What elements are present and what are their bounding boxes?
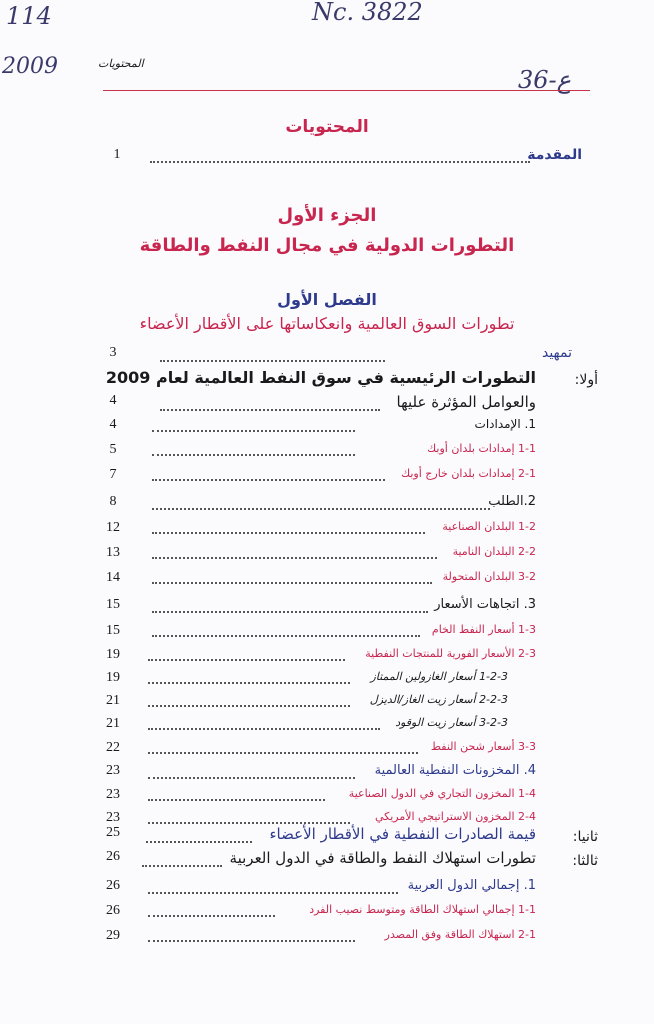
toc-entry-label: 2-2-3 أسعار زيت الغاز/الديزل bbox=[369, 693, 508, 706]
toc-page-number: 13 bbox=[106, 545, 120, 560]
handwritten-year: 2009 bbox=[2, 54, 58, 79]
toc-page-number: 19 bbox=[106, 670, 120, 685]
toc-page-number: 4 bbox=[109, 393, 117, 408]
toc-leader-dots bbox=[152, 454, 355, 456]
page-title: المحتويات bbox=[285, 117, 369, 137]
toc-page-number: 23 bbox=[106, 810, 120, 825]
toc-marker: ثالثا: bbox=[572, 853, 598, 869]
toc-marker: أولا: bbox=[574, 372, 598, 388]
toc-page-number: 19 bbox=[106, 647, 120, 662]
toc-leader-dots bbox=[148, 799, 325, 801]
toc-leader-dots bbox=[148, 892, 398, 894]
toc-leader-dots bbox=[152, 479, 385, 481]
toc-entry-label: تطورات استهلاك النفط والطاقة في الدول العربية bbox=[229, 849, 536, 867]
toc-leader-dots bbox=[148, 777, 355, 779]
toc-entry-label: 1-1 إجمالي استهلاك الطاقة ومتوسط نصيب الفرد bbox=[309, 903, 536, 916]
toc-leader-dots bbox=[148, 940, 355, 942]
toc-entry-label: 4. المخزونات النفطية العالمية bbox=[374, 763, 536, 778]
toc-page-number: 5 bbox=[109, 442, 117, 457]
toc-entry-label: 3-3 أسعار شحن النفط bbox=[430, 740, 536, 753]
toc-page-number: 7 bbox=[109, 467, 117, 482]
toc-page-number: 26 bbox=[106, 849, 120, 864]
toc-entry-label: 1-3 أسعار النفط الخام bbox=[431, 623, 536, 636]
toc-page-number: 29 bbox=[106, 928, 120, 943]
toc-entry-label: تمهيد bbox=[541, 345, 572, 361]
toc-entry-label: التطورات الرئيسية في سوق النفط العالمية لعام 2009 bbox=[105, 368, 536, 387]
toc-leader-dots bbox=[148, 822, 350, 824]
intro-leader bbox=[150, 161, 530, 163]
toc-entry-label: والعوامل المؤثرة عليها bbox=[396, 393, 536, 411]
handwritten-page-number: 114 bbox=[6, 2, 52, 30]
header-rule bbox=[103, 90, 590, 91]
toc-entry-label: 1-2-3 أسعار الغازولين الممتاز bbox=[370, 670, 508, 683]
toc-leader-dots bbox=[148, 728, 380, 730]
toc-entry-label: 2-3 الأسعار الفورية للمنتجات النفطية bbox=[365, 647, 536, 660]
toc-leader-dots bbox=[160, 360, 385, 362]
toc-entry-label: 2-1 استهلاك الطاقة وفق المصدر bbox=[384, 928, 536, 941]
toc-page-number: 25 bbox=[106, 825, 120, 840]
part-heading: الجزء الأول bbox=[277, 205, 377, 226]
toc-leader-dots bbox=[160, 409, 380, 411]
toc-leader-dots bbox=[148, 752, 418, 754]
toc-page-number: 21 bbox=[106, 693, 120, 708]
toc-page-number: 21 bbox=[106, 716, 120, 731]
toc-marker: ثانيا: bbox=[572, 829, 598, 845]
toc-entry-label: 1. الإمدادات bbox=[474, 417, 536, 431]
toc-page-number: 15 bbox=[106, 597, 120, 612]
toc-leader-dots bbox=[148, 705, 350, 707]
handwritten-right-code: 36-ع bbox=[518, 66, 571, 94]
intro-page: 1 bbox=[113, 147, 121, 162]
toc-entry-label: 3. اتجاهات الأسعار bbox=[434, 597, 536, 612]
toc-leader-dots bbox=[152, 611, 428, 613]
toc-page-number: 26 bbox=[106, 878, 120, 893]
toc-leader-dots bbox=[148, 659, 345, 661]
toc-entry-label: 1. إجمالي الدول العربية bbox=[407, 878, 536, 893]
toc-page-number: 12 bbox=[106, 520, 120, 535]
toc-entry-label: 1-4 المخزون التجاري في الدول الصناعية bbox=[348, 787, 536, 800]
toc-entry-label: 3-2-3 أسعار زيت الوقود bbox=[395, 716, 508, 729]
chapter-subtitle: تطورات السوق العالمية وانعكاساتها على الأقطار الأعضاء bbox=[139, 314, 515, 333]
toc-page-number: 23 bbox=[106, 787, 120, 802]
toc-leader-dots bbox=[152, 430, 355, 432]
running-header: المحتويات bbox=[98, 57, 144, 70]
toc-page-number: 23 bbox=[106, 763, 120, 778]
toc-leader-dots bbox=[152, 557, 437, 559]
toc-page-number: 8 bbox=[109, 494, 117, 509]
toc-leader-dots bbox=[152, 635, 420, 637]
toc-leader-dots bbox=[148, 915, 275, 917]
toc-leader-dots bbox=[152, 508, 490, 510]
toc-page-number: 3 bbox=[109, 345, 117, 360]
toc-leader-dots bbox=[148, 682, 350, 684]
toc-entry-label: 2.الطلب bbox=[488, 494, 536, 509]
toc-page-number: 22 bbox=[106, 740, 120, 755]
toc-entry-label: 2-4 المخزون الاستراتيجي الأمريكي bbox=[374, 810, 536, 823]
toc-entry-label: 2-1 إمدادات بلدان خارج أوبك bbox=[401, 467, 536, 480]
toc-entry-label: 3-2 البلدان المتحولة bbox=[442, 570, 536, 583]
toc-page-number: 15 bbox=[106, 623, 120, 638]
intro-label: المقدمة bbox=[527, 147, 582, 163]
toc-page-number: 14 bbox=[106, 570, 120, 585]
toc-entry-label: 1-2 البلدان الصناعية bbox=[442, 520, 536, 533]
part-subtitle: التطورات الدولية في مجال النفط والطاقة bbox=[139, 235, 515, 256]
toc-page-number: 4 bbox=[109, 417, 117, 432]
toc-leader-dots bbox=[142, 865, 222, 867]
toc-page-number: 26 bbox=[106, 903, 120, 918]
toc-entry-label: قيمة الصادرات النفطية في الأقطار الأعضاء bbox=[269, 825, 536, 843]
toc-entry-label: 1-1 إمدادات بلدان أوبك bbox=[427, 442, 536, 455]
toc-leader-dots bbox=[152, 582, 432, 584]
handwritten-code: Nc. 3822 bbox=[312, 0, 423, 26]
chapter-heading: الفصل الأول bbox=[277, 290, 377, 309]
toc-leader-dots bbox=[146, 841, 252, 843]
toc-leader-dots bbox=[152, 532, 425, 534]
toc-entry-label: 2-2 البلدان النامية bbox=[452, 545, 536, 558]
